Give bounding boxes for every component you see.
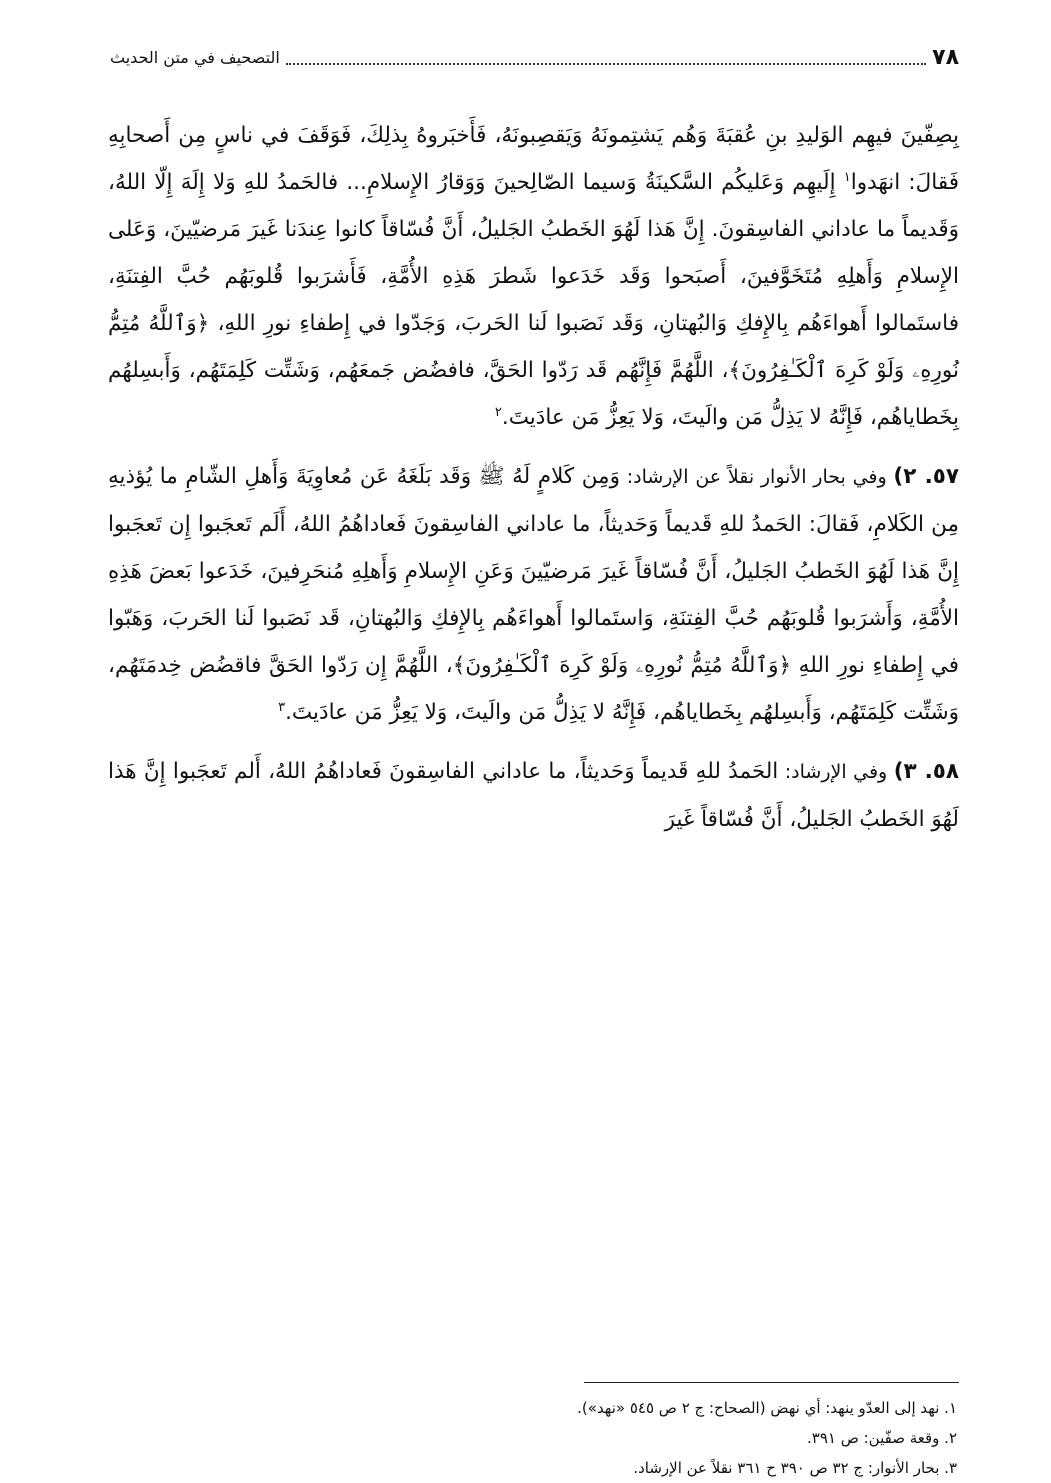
- paragraph-text: بِصِفّينَ فيهِم الوَليدِ بنِ عُقبَةَ وَهُم يَشتِمونَهُ وَيَقصِبونَهُ، فَأَخبَروهُ بِذلِكَ، فَوَقَفَ في ناسٍ مِن أَصحابِهِ فَقالَ: انهَدوا: [108, 123, 959, 195]
- hadith-number: ٥٧. ٢): [893, 464, 959, 489]
- running-header: [110, 40, 959, 74]
- paragraph-hadith-58: [108, 748, 959, 843]
- footnotes: [108, 1393, 957, 1483]
- body-text: [108, 112, 959, 843]
- page-number: ٧٨: [932, 44, 959, 70]
- book-title: التصحيف في متن الحديث: [110, 47, 280, 67]
- paragraph-hadith-57: [108, 453, 959, 736]
- paragraph-text: إِلَيهِم وَعَليكُم السَّكينَةُ وَسيما الصّالِحينَ وَوَقارُ الإِسلامِ... فالحَمدُ للهِ وَلا إِلَهَ إِلّا اللهُ، وَقَديماً ما عاداني الفاسِقونَ. إِنَّ هَذا لَهُوَ الخَطبُ الجَليلُ، أَنَّ فُسّاقاً كانوا عِندَنا غَيرَ مَرضيّينَ، وَعَلى الإِسلامِ وَأَهلِهِ مُتَخَوَّفينَ، أَصبَحوا وَقَد خَدَعوا شَطرَ هَذِهِ الأُمَّةِ، فَأَشرَبوا قُلوبَهُم حُبَّ الفِتنَةِ، فاستَمالوا أَهواءَهُم بِالإِفكِ وَالبُهتانِ، وَقَد نَصَبوا لَنا الحَربَ، وَجَدّوا في إِطفاءِ نورِ اللهِ، ﴿وَٱللَّهُ مُتِمُّ نُورِهِۦ وَلَوْ كَرِهَ ٱلْكَـٰفِرُونَ﴾، اللَّهُمَّ فَإِنَّهُم قَد رَدّوا الحَقَّ، فافضُض جَمعَهُم، وَشَتِّت كَلِمَتَهُم، وَأَبسِلهُم بِخَطاياهُم، فَإِنَّهُ لا يَذِلُّ مَن والَيتَ، وَلا يَعِزُّ مَن عادَيتَ.: [108, 170, 959, 430]
- footnote-reference: ٣: [278, 699, 286, 715]
- hadith-number: ٥٨. ٣): [893, 759, 960, 784]
- header-dotted-leader: [286, 49, 926, 65]
- footnote-divider: [584, 1382, 959, 1383]
- paragraph-text: الحَمدُ للهِ قَديماً وَحَديثاً، ما عاداني الفاسِقونَ فَعاداهُمُ اللهُ، أَلم تَعجَبوا إِنَّ هَذا لَهُوَ الخَطبُ الجَليلُ، أَنَّ فُسّاقاً غَيرَ: [108, 759, 959, 832]
- hadith-source: وفي بحار الأنوار نقلاً عن الإرشاد:: [619, 466, 894, 488]
- footnote-reference: ٢: [494, 404, 502, 420]
- paragraph-text: وَمِن كَلامٍ لَهُ ﷺ وَقَد بَلَغَهُ عَن مُعاوِيَةَ وَأَهلِ الشّامِ ما يُؤذيهِ مِن الكَلامِ، فَقالَ: الحَمدُ للهِ قَديماً وَحَديثاً، ما عاداني الفاسِقونَ فَعاداهُمُ اللهُ، أَلَم تَعجَبوا إِن تَعجَبوا إِنَّ هَذا لَهُوَ الخَطبُ الجَليلُ، أَنَّ فُسّاقاً غَيرَ مَرضيّينَ وَعَنِ الإِسلامِ وَأَهلِهِ مُنحَرِفينَ، خَدَعوا بَعضَ هَذِهِ الأُمَّةِ، وَأَشرَبوا قُلوبَهُم حُبَّ الفِتنَةِ، وَاستَمالوا أَهواءَهُم بِالإِفكِ وَالبُهتانِ، قَد نَصَبوا لَنا الحَربَ، وَهَبّوا في إِطفاءِ نورِ اللهِ ﴿وَٱللَّهُ مُتِمُّ نُورِهِۦ وَلَوْ كَرِهَ ٱلْكَـٰفِرُونَ﴾، اللَّهُمَّ إِن رَدّوا الحَقَّ فاقضُض خِدمَتَهُم، وَشَتِّت كَلِمَتَهُم، وَأَبسِلهُم بِخَطاياهُم، فَإِنَّهُ لا يَذِلُّ مَن والَيتَ، وَلا يَعِزُّ مَن عادَيتَ.: [108, 464, 959, 725]
- paragraph-continuation: [108, 112, 959, 441]
- footnote-reference: ١: [843, 169, 851, 185]
- footnote-item: ٣. بحار الأنوار: ج ٣٢ ص ٣٩٠ ح ٣٦١ نقلاً عن الإرشاد.: [633, 1459, 957, 1477]
- hadith-source: وفي الإرشاد:: [778, 761, 894, 783]
- footnote-item: ١. نهد إلى العدّو ينهد: أي نهض (الصحاح: ج ٢ ص ٥٤٥ «نهد»).: [577, 1399, 957, 1417]
- footnote-item: ٢. وقعة صفّين: ص ٣٩١.: [806, 1429, 957, 1447]
